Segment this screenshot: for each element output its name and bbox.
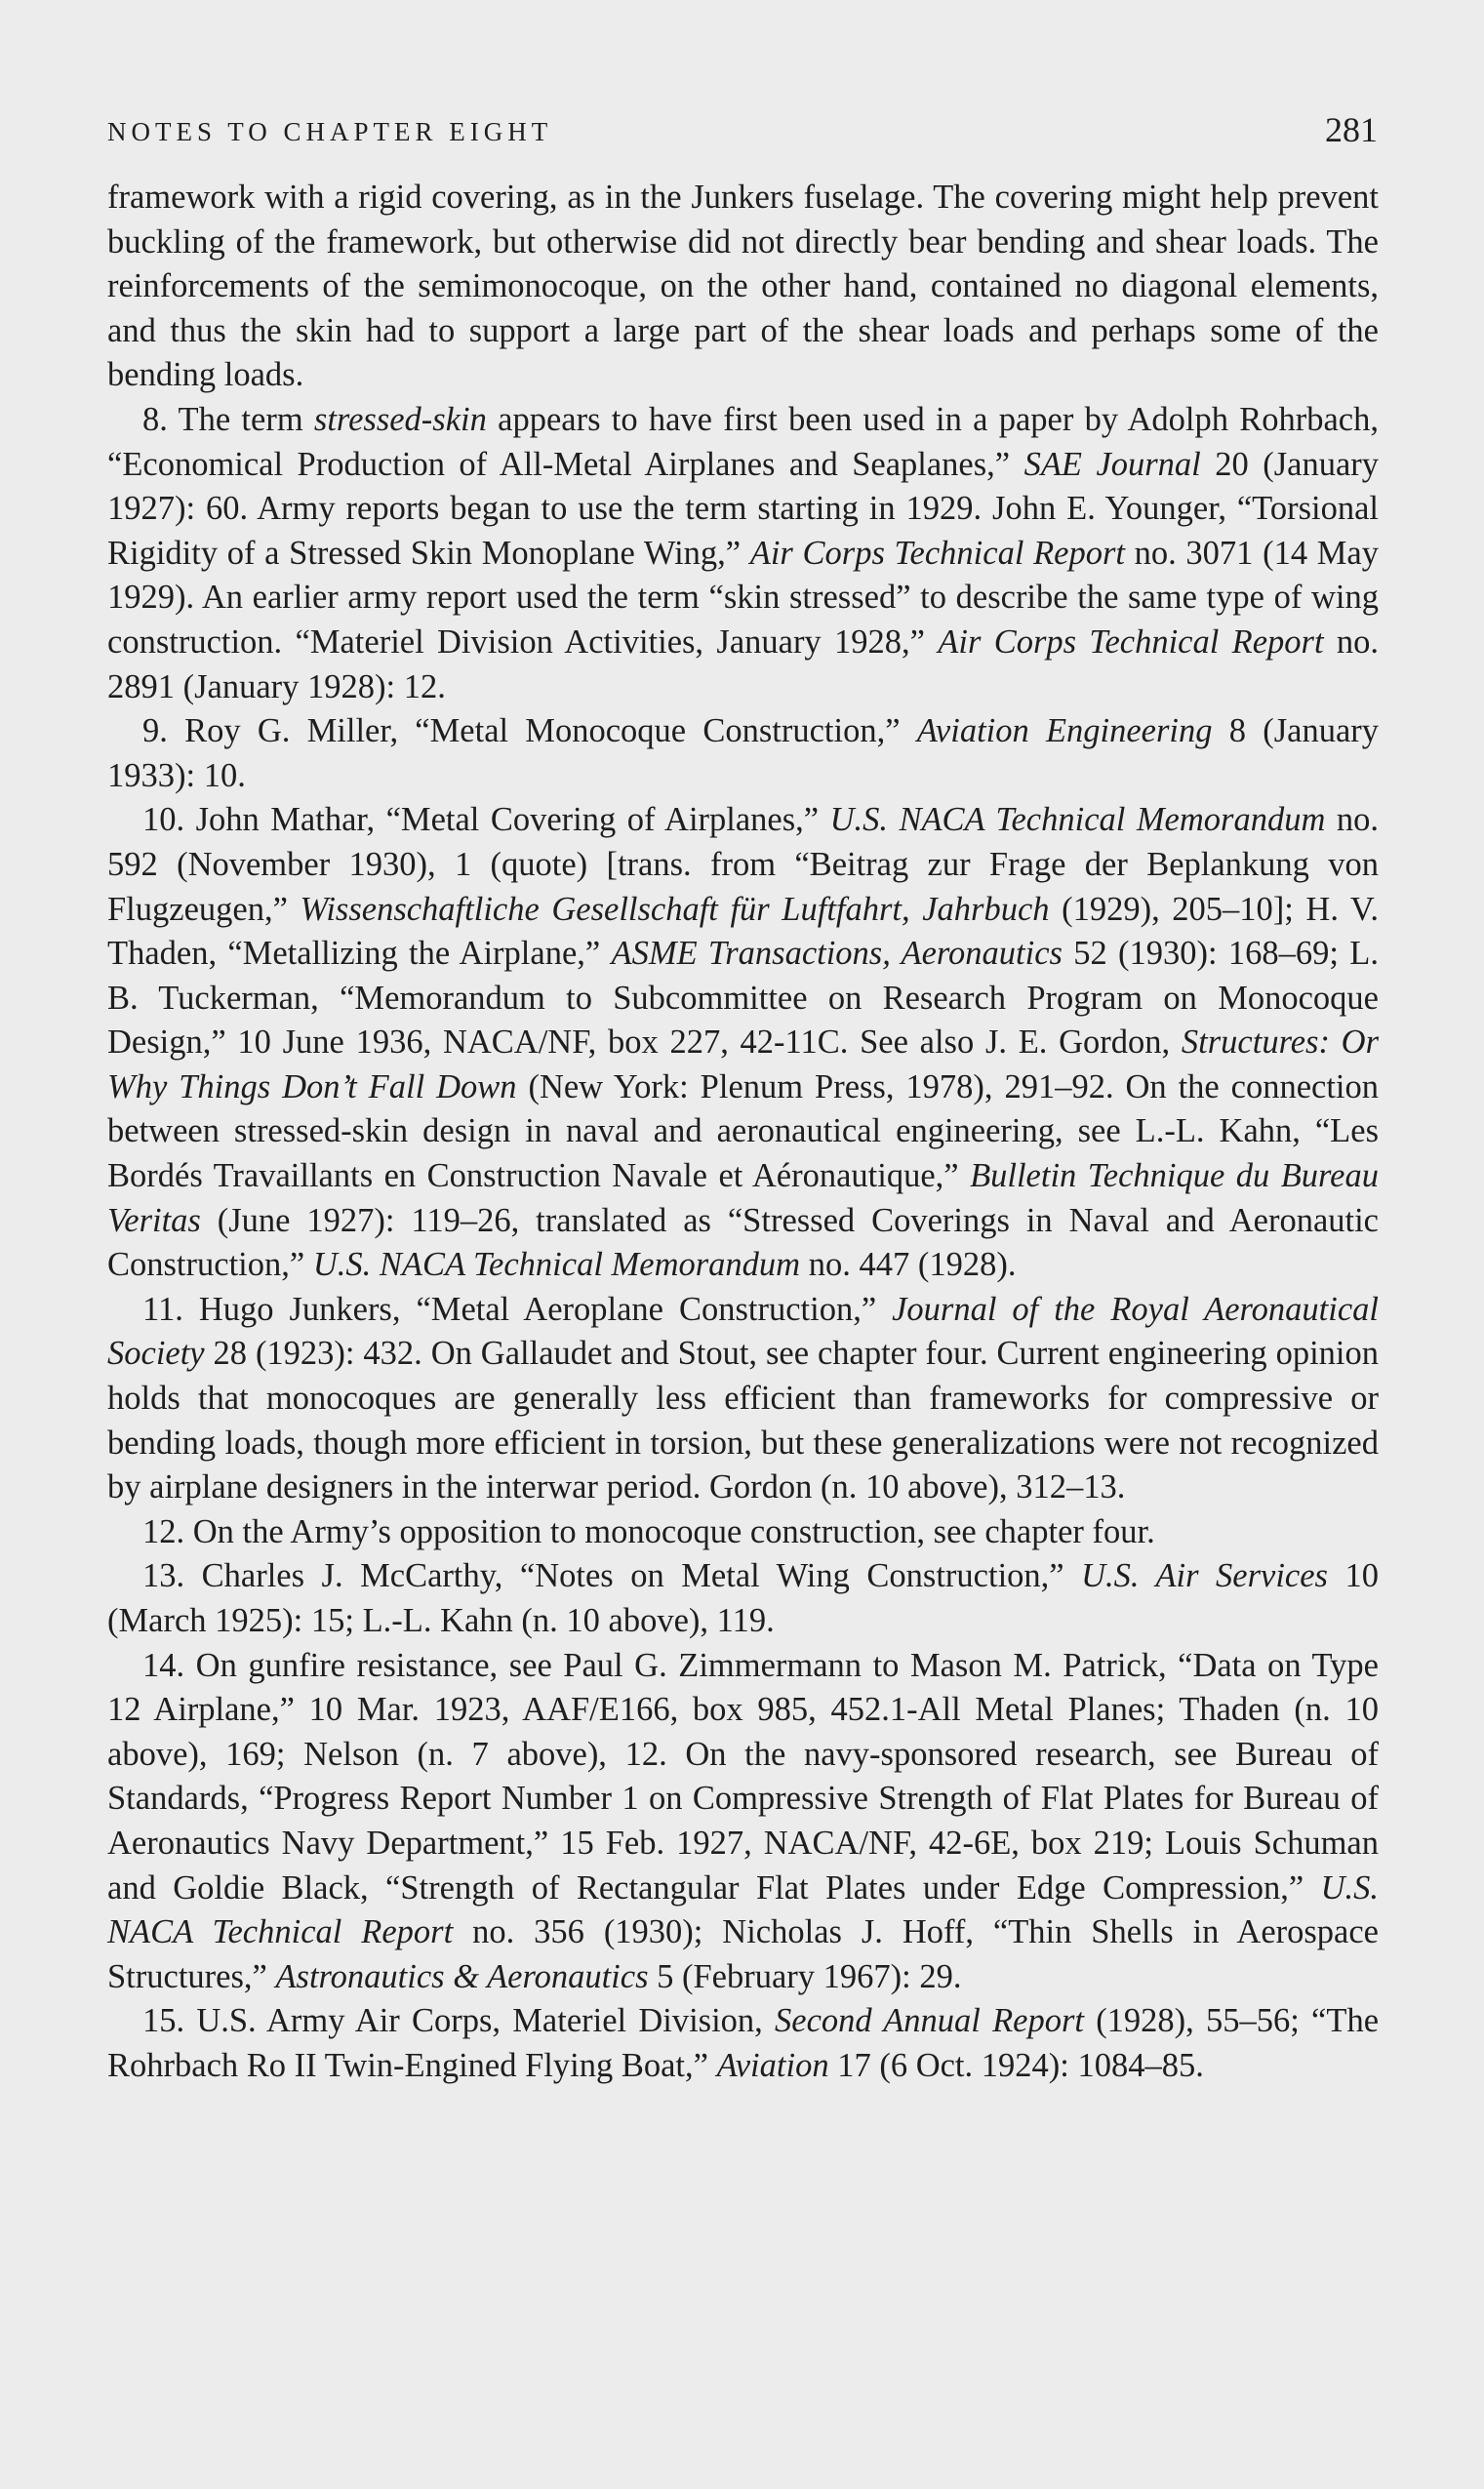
italic-title-segment: U.S. NACA Technical Memorandum [312, 1246, 801, 1284]
page-number: 281 [1325, 110, 1378, 149]
text-segment: 11. Hugo Junkers, “Metal Aeroplane Construction,” [142, 1290, 893, 1328]
note-11 [107, 1288, 1379, 1510]
text-segment: no. 356 (1930); Nicholas J. Hoff, “Thin Shells in Aerospace Structures,” [107, 1913, 1379, 1995]
italic-title-segment: Aviation [716, 2046, 829, 2084]
running-head [107, 109, 1378, 152]
text-segment: 14. On gunfire resistance, see Paul G. Zimmermann to Mason M. Patrick, “Data on Type 12 Airplane,” 10 Mar. 1923, AAF/E166, box 985, 452.1-All Metal Planes; Thaden (n. 10 above), 169; Nelson (n. 7 above), 12. On the navy-sponsored research, see Bureau of Standards, “Progress Report Number 1 on Compressive Strength of Flat Plates for Bureau of Aeronautics Navy Department,” 15 Feb. 1927, NACA/NF, 42-6E, box 219; Louis Schuman and Goldie Black, “Strength of Rectangular Flat Plates under Edge Compression,” [107, 1646, 1379, 1907]
italic-title-segment: Aviation Engineering [916, 712, 1213, 750]
text-segment: 10 (March 1925): 15; L.-L. Kahn (n. 10 above), 119. [107, 1557, 1379, 1639]
text-segment: 12. On the Army’s opposition to monocoque construction, see chapter four. [142, 1512, 1155, 1550]
text-segment: no. 592 (November 1930), 1 (quote) [trans. from “Beitrag zur Frage der Beplankung von Flugzeugen,” [107, 801, 1379, 928]
text-segment: 15. U.S. Army Air Corps, Materiel Division, [142, 2002, 775, 2040]
italic-title-segment: Wissenschaftliche Gesellschaft für Luftfahrt, Jahrbuch [300, 890, 1050, 928]
italic-title-segment: Structures: Or Why Things Don’t Fall Down [107, 1024, 1380, 1105]
text-segment: 28 (1923): 432. On Gallaudet and Stout, see chapter four. Current engineering opinion holds that monocoques are generally less efficient than frameworks for compressive or bending loads, though more efficient in torsion, but these generalizations were not recognized by airplane designers in the interwar period. Gordon (n. 10 above), 312–13. [107, 1335, 1379, 1506]
text-segment: 9. Roy G. Miller, “Metal Monocoque Construction,” [142, 712, 917, 750]
italic-title-segment: Second Annual Report [775, 2002, 1084, 2040]
text-segment: no. 2891 (January 1928): 12. [107, 622, 1379, 705]
text-segment: 10. John Mathar, “Metal Covering of Airplanes,” [142, 801, 830, 839]
note-13 [107, 1554, 1379, 1643]
italic-title-segment: ASME Transactions, Aeronautics [611, 935, 1063, 973]
italic-title-segment: SAE Journal [1023, 445, 1201, 483]
italic-title-segment: Astronautics & Aeronautics [275, 1957, 649, 1995]
italic-title-segment: Bulletin Technique du Bureau Veritas [107, 1157, 1379, 1239]
italic-title-segment: U.S. NACA Technical Report [107, 1868, 1379, 1951]
notes-body [107, 176, 1379, 2089]
text-segment: (1928), 55–56; “The Rohrbach Ro II Twin-Engined Flying Boat,” [107, 2002, 1380, 2084]
text-segment: 13. Charles J. McCarthy, “Notes on Metal Wing Construction,” [142, 1557, 1082, 1595]
note-14 [107, 1644, 1379, 2000]
note-8 [107, 398, 1379, 709]
text-segment: (New York: Plenum Press, 1978), 291–92. On the connection between stressed-skin design in naval and aeronautical engineering, see L.-L. Kahn, “Les Bordés Travaillants en Construction Navale et Aéronautique,” [107, 1067, 1379, 1195]
italic-title-segment: U.S. Air Services [1081, 1557, 1328, 1595]
note-12 [107, 1510, 1379, 1555]
note-15 [107, 1999, 1379, 2088]
text-segment: appears to have first been used in a paper by Adolph Rohrbach, “Economical Production of All-Metal Airplanes and Seaplanes,” [107, 400, 1379, 483]
text-segment: 8. The term [142, 400, 314, 438]
italic-title-segment: Air Corps Technical Report [749, 534, 1125, 572]
note-10 [107, 798, 1379, 1288]
note-continuation [107, 176, 1379, 398]
text-segment: no. 3071 (14 May 1929). An earlier army report used the term “skin stressed” to describe the same type of wing construction. “Materiel Division Activities, January 1928,” [107, 534, 1379, 661]
chapter-notes-heading: NOTES TO CHAPTER EIGHT [107, 117, 553, 146]
text-segment: no. 447 (1928). [800, 1246, 1017, 1284]
text-segment: 17 (6 Oct. 1924): 1084–85. [828, 2046, 1204, 2084]
text-segment: 8 (January 1933): 10. [107, 712, 1379, 794]
italic-title-segment: U.S. NACA Technical Memorandum [829, 801, 1326, 839]
italic-title-segment: Journal of the Royal Aeronautical Society [107, 1290, 1379, 1373]
italic-title-segment: Air Corps Technical Report [938, 622, 1324, 661]
text-segment: (June 1927): 119–26, translated as “Stressed Coverings in Naval and Aeronautic Construction,” [107, 1201, 1379, 1284]
note-9 [107, 709, 1379, 798]
text-segment: 20 (January 1927): 60. Army reports began to use the term starting in 1929. John E. Younger, “Torsional Rigidity of a Stressed Skin Monoplane Wing,” [107, 445, 1379, 572]
text-segment: framework with a rigid covering, as in the Junkers fuselage. The covering might help prevent buckling of the framework, but otherwise did not directly bear bending and shear loads. The reinforcements of the semimonocoque, on the other hand, contained no diagonal elements, and thus the skin had to support a large part of the shear loads and perhaps some of the bending loads. [107, 179, 1379, 394]
text-segment: 52 (1930): 168–69; L. B. Tuckerman, “Memorandum to Subcommittee on Research Program on Monocoque Design,” 10 June 1936, NACA/NF, box 227, 42-11C. See also J. E. Gordon, [107, 935, 1379, 1062]
text-segment: (1929), 205–10]; H. V. Thaden, “Metallizing the Airplane,” [107, 890, 1379, 973]
text-segment: 5 (February 1967): 29. [648, 1957, 962, 1995]
italic-title-segment: stressed-skin [313, 400, 487, 438]
